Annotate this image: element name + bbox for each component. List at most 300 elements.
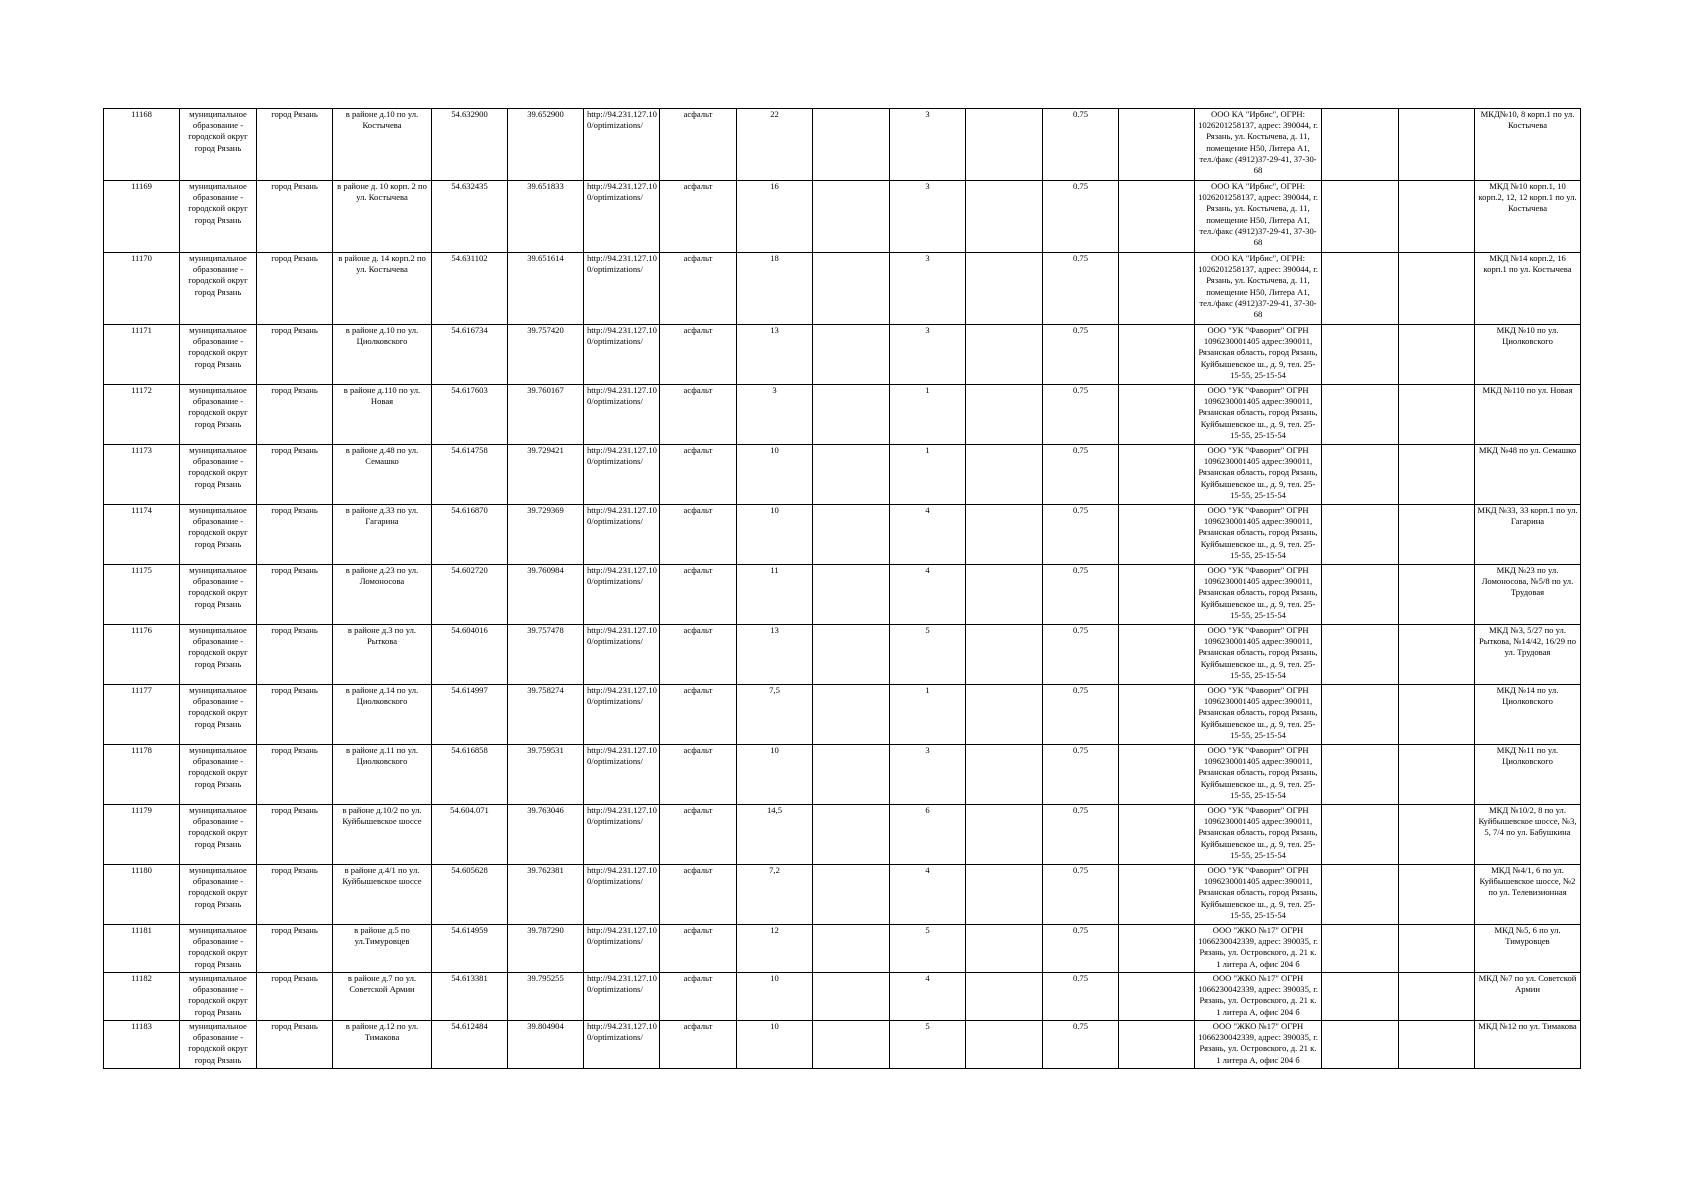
cell-location: в районе д. 10 корп. 2 по ул. Костычева [333, 181, 432, 253]
table-body [104, 109, 1581, 1069]
table-row [104, 805, 1581, 865]
cell-waste-sources: МКД №23 по ул. Ломоносова, №5/8 по ул. Трудовая [1475, 565, 1581, 625]
cell-area: 13 [737, 625, 813, 685]
cell-empty [1322, 925, 1399, 973]
cell-organization: ООО "УК "Фаворит" ОГРН 1096230001405 адрес:390011, Рязанская область, город Рязань, Куйбышевское ш., д. 9, тел. 25-15-55, 25-15-54 [1195, 685, 1322, 745]
cell-latitude: 54.632900 [432, 109, 508, 181]
cell-longitude: 39.758274 [508, 685, 584, 745]
cell-area: 11 [737, 565, 813, 625]
cell-waste-sources: МКД№10, 8 корп.1 по ул. Костычева [1475, 109, 1581, 181]
cell-map-link: http://94.231.127.10 0/optimizations/ [584, 253, 660, 325]
cell-latitude: 54.614959 [432, 925, 508, 973]
cell-id: 11177 [104, 685, 180, 745]
cell-empty [966, 109, 1043, 181]
cell-longitude: 39.652900 [508, 109, 584, 181]
cell-latitude: 54.614758 [432, 445, 508, 505]
cell-longitude: 39.757478 [508, 625, 584, 685]
cell-map-link: http://94.231.127.10 0/optimizations/ [584, 109, 660, 181]
cell-empty [813, 385, 890, 445]
cell-volume: 0.75 [1043, 505, 1119, 565]
cell-empty [1399, 745, 1475, 805]
cell-empty [1322, 565, 1399, 625]
cell-id: 11175 [104, 565, 180, 625]
cell-surface: асфальт [660, 973, 737, 1021]
cell-empty [813, 109, 890, 181]
cell-organization: ООО "УК "Фаворит" ОГРН 1096230001405 адрес:390011, Рязанская область, город Рязань, Куйбышевское ш., д. 9, тел. 25-15-55, 25-15-54 [1195, 385, 1322, 445]
cell-surface: асфальт [660, 745, 737, 805]
cell-id: 11174 [104, 505, 180, 565]
cell-organization: ООО КА "Ирбис", ОГРН: 1026201258137, адрес: 390044, г. Рязань, ул. Костычева, д. 11, помещение Н50, Литера А1, тел./факс (4912)37-29-41, 37-30-68 [1195, 109, 1322, 181]
cell-map-link: http://94.231.127.10 0/optimizations/ [584, 565, 660, 625]
cell-waste-sources: МКД №48 по ул. Семашко [1475, 445, 1581, 505]
cell-municipality: муниципальное образование - городской округ город Рязань [180, 865, 257, 925]
cell-waste-sources: МКД №12 по ул. Тимакова [1475, 1021, 1581, 1069]
cell-longitude: 39.729369 [508, 505, 584, 565]
cell-city: город Рязань [257, 505, 333, 565]
cell-area: 18 [737, 253, 813, 325]
cell-latitude: 54.632435 [432, 181, 508, 253]
cell-containers: 3 [890, 253, 966, 325]
cell-waste-sources: МКД №14 корп.2, 16 корп.1 по ул. Костычева [1475, 253, 1581, 325]
cell-empty [1322, 865, 1399, 925]
cell-longitude: 39.651614 [508, 253, 584, 325]
cell-latitude: 54.605628 [432, 865, 508, 925]
cell-empty [1399, 865, 1475, 925]
cell-volume: 0.75 [1043, 253, 1119, 325]
cell-latitude: 54.631102 [432, 253, 508, 325]
cell-empty [813, 865, 890, 925]
cell-map-link: http://94.231.127.10 0/optimizations/ [584, 973, 660, 1021]
cell-longitude: 39.787290 [508, 925, 584, 973]
cell-volume: 0.75 [1043, 805, 1119, 865]
cell-surface: асфальт [660, 565, 737, 625]
cell-empty [813, 805, 890, 865]
cell-id: 11183 [104, 1021, 180, 1069]
cell-municipality: муниципальное образование - городской округ город Рязань [180, 325, 257, 385]
cell-volume: 0.75 [1043, 745, 1119, 805]
cell-municipality: муниципальное образование - городской округ город Рязань [180, 973, 257, 1021]
cell-volume: 0.75 [1043, 925, 1119, 973]
table-row [104, 181, 1581, 253]
cell-waste-sources: МКД №14 по ул. Циолковского [1475, 685, 1581, 745]
cell-empty [813, 505, 890, 565]
cell-containers: 1 [890, 445, 966, 505]
cell-surface: асфальт [660, 325, 737, 385]
cell-organization: ООО "УК "Фаворит" ОГРН 1096230001405 адрес:390011, Рязанская область, город Рязань, Куйбышевское ш., д. 9, тел. 25-15-55, 25-15-54 [1195, 505, 1322, 565]
table-row [104, 685, 1581, 745]
cell-longitude: 39.760167 [508, 385, 584, 445]
cell-id: 11181 [104, 925, 180, 973]
cell-volume: 0.75 [1043, 865, 1119, 925]
cell-empty [1119, 565, 1195, 625]
table-row [104, 253, 1581, 325]
cell-empty [966, 625, 1043, 685]
cell-latitude: 54.616734 [432, 325, 508, 385]
cell-municipality: муниципальное образование - городской округ город Рязань [180, 925, 257, 973]
cell-empty [1399, 973, 1475, 1021]
cell-area: 3 [737, 385, 813, 445]
cell-latitude: 54.604016 [432, 625, 508, 685]
cell-longitude: 39.757420 [508, 325, 584, 385]
cell-empty [1322, 181, 1399, 253]
cell-organization: ООО "УК "Фаворит" ОГРН 1096230001405 адрес:390011, Рязанская область, город Рязань, Куйбышевское ш., д. 9, тел. 25-15-55, 25-15-54 [1195, 445, 1322, 505]
table-row [104, 973, 1581, 1021]
cell-containers: 4 [890, 865, 966, 925]
cell-organization: ООО "ЖКО №17" ОГРН 1066230042339, адрес: 390035, г. Рязань, ул. Островского, д. 21 к. 1 литера А, офис 204 б [1195, 973, 1322, 1021]
table-row [104, 865, 1581, 925]
cell-area: 14,5 [737, 805, 813, 865]
cell-city: город Рязань [257, 685, 333, 745]
cell-id: 11171 [104, 325, 180, 385]
cell-empty [813, 325, 890, 385]
cell-empty [1399, 805, 1475, 865]
cell-empty [966, 925, 1043, 973]
cell-waste-sources: МКД №110 по ул. Новая [1475, 385, 1581, 445]
cell-surface: асфальт [660, 253, 737, 325]
cell-containers: 5 [890, 925, 966, 973]
cell-map-link: http://94.231.127.10 0/optimizations/ [584, 625, 660, 685]
cell-location: в районе д.5 по ул.Тимуровцев [333, 925, 432, 973]
cell-municipality: муниципальное образование - городской округ город Рязань [180, 805, 257, 865]
table-row [104, 445, 1581, 505]
cell-latitude: 54.604.071 [432, 805, 508, 865]
cell-waste-sources: МКД №3, 5/27 по ул. Рыткова, №14/42, 16/29 по ул. Трудовая [1475, 625, 1581, 685]
cell-waste-sources: МКД №5, 6 по ул. Тимуровцев [1475, 925, 1581, 973]
cell-municipality: муниципальное образование - городской округ город Рязань [180, 385, 257, 445]
cell-latitude: 54.616858 [432, 745, 508, 805]
cell-area: 7,5 [737, 685, 813, 745]
cell-municipality: муниципальное образование - городской округ город Рязань [180, 685, 257, 745]
cell-municipality: муниципальное образование - городской округ город Рязань [180, 445, 257, 505]
cell-volume: 0.75 [1043, 625, 1119, 685]
cell-empty [813, 253, 890, 325]
cell-empty [966, 181, 1043, 253]
cell-location: в районе д.110 по ул. Новая [333, 385, 432, 445]
cell-empty [1322, 805, 1399, 865]
cell-volume: 0.75 [1043, 445, 1119, 505]
cell-id: 11169 [104, 181, 180, 253]
cell-empty [1322, 685, 1399, 745]
cell-organization: ООО "ЖКО №17" ОГРН 1066230042339, адрес: 390035, г. Рязань, ул. Островского, д. 21 к. 1 литера А, офис 204 б [1195, 1021, 1322, 1069]
cell-volume: 0.75 [1043, 325, 1119, 385]
cell-containers: 1 [890, 685, 966, 745]
table-row [104, 925, 1581, 973]
cell-id: 11173 [104, 445, 180, 505]
cell-area: 10 [737, 505, 813, 565]
cell-containers: 6 [890, 805, 966, 865]
cell-city: город Рязань [257, 565, 333, 625]
cell-empty [966, 805, 1043, 865]
cell-map-link: http://94.231.127.10 0/optimizations/ [584, 865, 660, 925]
cell-empty [1119, 973, 1195, 1021]
cell-empty [1119, 1021, 1195, 1069]
cell-area: 10 [737, 445, 813, 505]
cell-longitude: 39.804904 [508, 1021, 584, 1069]
table-row [104, 565, 1581, 625]
cell-empty [966, 565, 1043, 625]
cell-surface: асфальт [660, 445, 737, 505]
cell-location: в районе д.10 по ул. Циолковского [333, 325, 432, 385]
cell-longitude: 39.729421 [508, 445, 584, 505]
cell-longitude: 39.651833 [508, 181, 584, 253]
cell-volume: 0.75 [1043, 685, 1119, 745]
cell-longitude: 39.795255 [508, 973, 584, 1021]
cell-city: город Рязань [257, 1021, 333, 1069]
cell-id: 11182 [104, 973, 180, 1021]
cell-city: город Рязань [257, 385, 333, 445]
cell-longitude: 39.760984 [508, 565, 584, 625]
cell-empty [1399, 253, 1475, 325]
cell-location: в районе д.33 по ул. Гагарина [333, 505, 432, 565]
cell-empty [813, 565, 890, 625]
cell-empty [1119, 625, 1195, 685]
table-row [104, 1021, 1581, 1069]
cell-municipality: муниципальное образование - городской округ город Рязань [180, 745, 257, 805]
cell-empty [1322, 1021, 1399, 1069]
table-row [104, 109, 1581, 181]
table-row [104, 745, 1581, 805]
cell-empty [966, 385, 1043, 445]
cell-empty [813, 745, 890, 805]
cell-waste-sources: МКД №10/2, 8 по ул. Куйбышевское шоссе, №3, 5, 7/4 по ул. Бабушкина [1475, 805, 1581, 865]
cell-organization: ООО "ЖКО №17" ОГРН 1066230042339, адрес: 390035, г. Рязань, ул. Островского, д. 21 к. 1 литера А, офис 204 б [1195, 925, 1322, 973]
cell-city: город Рязань [257, 109, 333, 181]
cell-empty [1322, 385, 1399, 445]
cell-surface: асфальт [660, 805, 737, 865]
cell-latitude: 54.612484 [432, 1021, 508, 1069]
cell-location: в районе д.48 по ул. Семашко [333, 445, 432, 505]
cell-empty [1399, 685, 1475, 745]
cell-map-link: http://94.231.127.10 0/optimizations/ [584, 445, 660, 505]
cell-containers: 4 [890, 565, 966, 625]
cell-empty [1119, 385, 1195, 445]
cell-location: в районе д.14 по ул. Циолковского [333, 685, 432, 745]
cell-containers: 3 [890, 745, 966, 805]
cell-waste-sources: МКД №33, 33 корп.1 по ул. Гагарина [1475, 505, 1581, 565]
cell-city: город Рязань [257, 625, 333, 685]
cell-location: в районе д.4/1 по ул. Куйбышевское шоссе [333, 865, 432, 925]
cell-empty [966, 973, 1043, 1021]
cell-municipality: муниципальное образование - городской округ город Рязань [180, 625, 257, 685]
cell-containers: 3 [890, 325, 966, 385]
cell-empty [966, 253, 1043, 325]
cell-latitude: 54.614997 [432, 685, 508, 745]
cell-empty [813, 181, 890, 253]
cell-city: город Рязань [257, 973, 333, 1021]
cell-containers: 5 [890, 625, 966, 685]
cell-id: 11176 [104, 625, 180, 685]
cell-empty [1119, 253, 1195, 325]
cell-surface: асфальт [660, 1021, 737, 1069]
cell-empty [1119, 505, 1195, 565]
cell-latitude: 54.617603 [432, 385, 508, 445]
cell-empty [966, 685, 1043, 745]
cell-city: город Рязань [257, 181, 333, 253]
cell-volume: 0.75 [1043, 1021, 1119, 1069]
table-row [104, 505, 1581, 565]
cell-empty [813, 973, 890, 1021]
cell-map-link: http://94.231.127.10 0/optimizations/ [584, 925, 660, 973]
cell-empty [966, 505, 1043, 565]
cell-area: 10 [737, 745, 813, 805]
table-row [104, 385, 1581, 445]
cell-id: 11168 [104, 109, 180, 181]
cell-area: 10 [737, 1021, 813, 1069]
cell-id: 11178 [104, 745, 180, 805]
cell-waste-sources: МКД №11 по ул. Циолковского [1475, 745, 1581, 805]
cell-empty [1119, 745, 1195, 805]
cell-empty [1322, 325, 1399, 385]
cell-organization: ООО "УК "Фаворит" ОГРН 1096230001405 адрес:390011, Рязанская область, город Рязань, Куйбышевское ш., д. 9, тел. 25-15-55, 25-15-54 [1195, 325, 1322, 385]
cell-surface: асфальт [660, 109, 737, 181]
cell-area: 22 [737, 109, 813, 181]
cell-organization: ООО "УК "Фаворит" ОГРН 1096230001405 адрес:390011, Рязанская область, город Рязань, Куйбышевское ш., д. 9, тел. 25-15-55, 25-15-54 [1195, 565, 1322, 625]
cell-surface: асфальт [660, 385, 737, 445]
cell-empty [1399, 109, 1475, 181]
cell-containers: 3 [890, 109, 966, 181]
cell-city: город Рязань [257, 865, 333, 925]
cell-volume: 0.75 [1043, 385, 1119, 445]
cell-empty [813, 445, 890, 505]
cell-city: город Рязань [257, 253, 333, 325]
cell-organization: ООО "УК "Фаворит" ОГРН 1096230001405 адрес:390011, Рязанская область, город Рязань, Куйбышевское ш., д. 9, тел. 25-15-55, 25-15-54 [1195, 625, 1322, 685]
cell-containers: 1 [890, 385, 966, 445]
cell-empty [966, 325, 1043, 385]
cell-municipality: муниципальное образование - городской округ город Рязань [180, 1021, 257, 1069]
table-row [104, 625, 1581, 685]
cell-area: 7,2 [737, 865, 813, 925]
cell-waste-sources: МКД №10 по ул. Циолковского [1475, 325, 1581, 385]
cell-empty [1322, 973, 1399, 1021]
cell-empty [966, 445, 1043, 505]
cell-containers: 4 [890, 505, 966, 565]
cell-empty [1119, 685, 1195, 745]
cell-latitude: 54.613381 [432, 973, 508, 1021]
cell-city: город Рязань [257, 445, 333, 505]
cell-surface: асфальт [660, 625, 737, 685]
cell-empty [813, 685, 890, 745]
cell-empty [813, 1021, 890, 1069]
cell-municipality: муниципальное образование - городской округ город Рязань [180, 181, 257, 253]
cell-map-link: http://94.231.127.10 0/optimizations/ [584, 325, 660, 385]
cell-municipality: муниципальное образование - городской округ город Рязань [180, 253, 257, 325]
cell-city: город Рязань [257, 325, 333, 385]
cell-empty [1322, 445, 1399, 505]
cell-organization: ООО "УК "Фаворит" ОГРН 1096230001405 адрес:390011, Рязанская область, город Рязань, Куйбышевское ш., д. 9, тел. 25-15-55, 25-15-54 [1195, 745, 1322, 805]
cell-containers: 4 [890, 973, 966, 1021]
cell-area: 12 [737, 925, 813, 973]
cell-surface: асфальт [660, 925, 737, 973]
cell-map-link: http://94.231.127.10 0/optimizations/ [584, 505, 660, 565]
cell-map-link: http://94.231.127.10 0/optimizations/ [584, 1021, 660, 1069]
cell-organization: ООО КА "Ирбис", ОГРН: 1026201258137, адрес: 390044, г. Рязань, ул. Костычева, д. 11, помещение Н50, Литера А1, тел./факс (4912)37-29-41, 37-30-68 [1195, 181, 1322, 253]
cell-empty [1119, 109, 1195, 181]
cell-longitude: 39.763046 [508, 805, 584, 865]
cell-map-link: http://94.231.127.10 0/optimizations/ [584, 181, 660, 253]
cell-id: 11170 [104, 253, 180, 325]
cell-empty [813, 925, 890, 973]
cell-latitude: 54.616870 [432, 505, 508, 565]
cell-location: в районе д.11 по ул. Циолковского [333, 745, 432, 805]
cell-surface: асфальт [660, 865, 737, 925]
cell-map-link: http://94.231.127.10 0/optimizations/ [584, 385, 660, 445]
cell-containers: 3 [890, 181, 966, 253]
cell-empty [1119, 181, 1195, 253]
cell-volume: 0.75 [1043, 181, 1119, 253]
cell-empty [1399, 325, 1475, 385]
cell-municipality: муниципальное образование - городской округ город Рязань [180, 505, 257, 565]
cell-map-link: http://94.231.127.10 0/optimizations/ [584, 745, 660, 805]
cell-empty [966, 1021, 1043, 1069]
cell-empty [1322, 109, 1399, 181]
cell-longitude: 39.759531 [508, 745, 584, 805]
cell-municipality: муниципальное образование - городской округ город Рязань [180, 109, 257, 181]
cell-organization: ООО КА "Ирбис", ОГРН: 1026201258137, адрес: 390044, г. Рязань, ул. Костычева, д. 11, помещение Н50, Литера А1, тел./факс (4912)37-29-41, 37-30-68 [1195, 253, 1322, 325]
cell-empty [1399, 925, 1475, 973]
cell-empty [1399, 565, 1475, 625]
cell-map-link: http://94.231.127.10 0/optimizations/ [584, 805, 660, 865]
cell-area: 10 [737, 973, 813, 1021]
cell-empty [1399, 385, 1475, 445]
cell-empty [966, 745, 1043, 805]
cell-city: город Рязань [257, 745, 333, 805]
cell-waste-sources: МКД №10 корп.1, 10 корп.2, 12, 12 корп.1 по ул. Костычева [1475, 181, 1581, 253]
cell-empty [1399, 181, 1475, 253]
cell-location: в районе д.3 по ул. Рыткова [333, 625, 432, 685]
cell-organization: ООО "УК "Фаворит" ОГРН 1096230001405 адрес:390011, Рязанская область, город Рязань, Куйбышевское ш., д. 9, тел. 25-15-55, 25-15-54 [1195, 805, 1322, 865]
cell-city: город Рязань [257, 925, 333, 973]
cell-empty [1399, 505, 1475, 565]
cell-volume: 0.75 [1043, 109, 1119, 181]
cell-id: 11180 [104, 865, 180, 925]
cell-waste-sources: МКД №7 по ул. Советской Армии [1475, 973, 1581, 1021]
cell-surface: асфальт [660, 181, 737, 253]
registry-table [103, 108, 1581, 1069]
cell-empty [1119, 445, 1195, 505]
cell-waste-sources: МКД №4/1, 6 по ул. Куйбышевское шоссе, №2 по ул. Телевизионная [1475, 865, 1581, 925]
cell-surface: асфальт [660, 685, 737, 745]
cell-empty [1119, 925, 1195, 973]
cell-city: город Рязань [257, 805, 333, 865]
cell-location: в районе д.23 по ул. Ломоносова [333, 565, 432, 625]
cell-volume: 0.75 [1043, 565, 1119, 625]
cell-empty [966, 865, 1043, 925]
cell-empty [1322, 505, 1399, 565]
cell-empty [1322, 253, 1399, 325]
cell-id: 11172 [104, 385, 180, 445]
cell-empty [813, 625, 890, 685]
cell-empty [1399, 445, 1475, 505]
cell-empty [1399, 1021, 1475, 1069]
cell-empty [1399, 625, 1475, 685]
cell-empty [1119, 865, 1195, 925]
cell-volume: 0.75 [1043, 973, 1119, 1021]
cell-area: 13 [737, 325, 813, 385]
cell-empty [1119, 325, 1195, 385]
cell-surface: асфальт [660, 505, 737, 565]
cell-longitude: 39.762381 [508, 865, 584, 925]
table-row [104, 325, 1581, 385]
cell-organization: ООО "УК "Фаворит" ОГРН 1096230001405 адрес:390011, Рязанская область, город Рязань, Куйбышевское ш., д. 9, тел. 25-15-55, 25-15-54 [1195, 865, 1322, 925]
cell-empty [1322, 625, 1399, 685]
cell-empty [1119, 805, 1195, 865]
cell-latitude: 54.602720 [432, 565, 508, 625]
cell-location: в районе д.7 по ул. Советской Армии [333, 973, 432, 1021]
cell-location: в районе д.10/2 по ул. Куйбышевское шоссе [333, 805, 432, 865]
cell-id: 11179 [104, 805, 180, 865]
cell-empty [1322, 745, 1399, 805]
cell-location: в районе д.10 по ул. Костычева [333, 109, 432, 181]
